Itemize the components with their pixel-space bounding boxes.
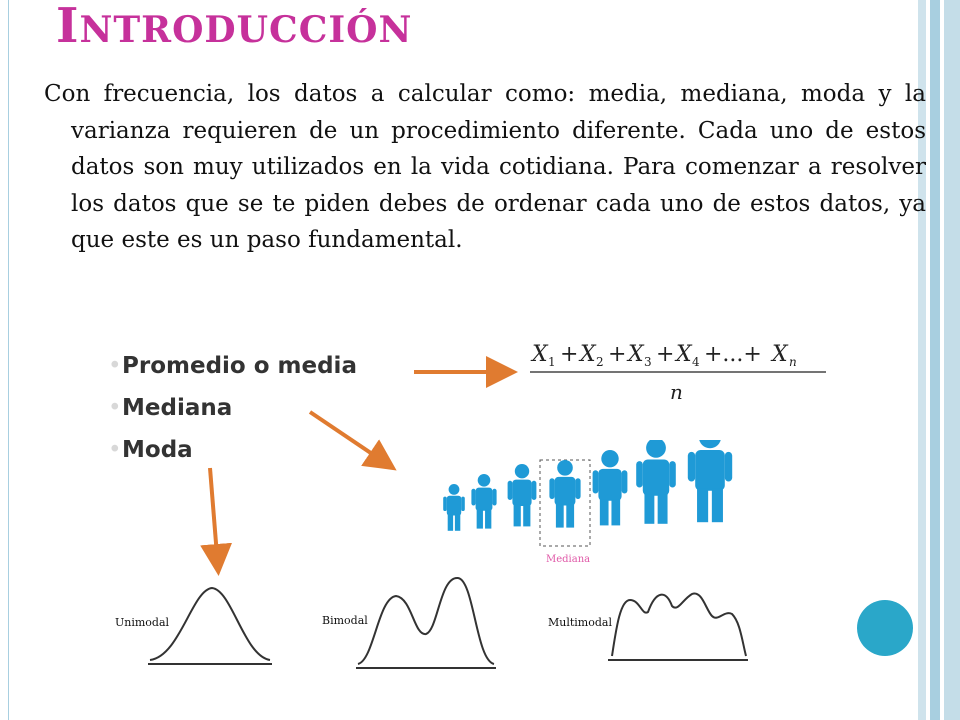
svg-text:n: n — [789, 355, 797, 369]
formula-denominator: n — [670, 380, 683, 404]
svg-text:+: + — [608, 342, 627, 367]
bullet-label: Promedio o media — [122, 353, 357, 379]
median-people-figure — [440, 440, 740, 570]
person-icon — [443, 484, 465, 531]
svg-text:X: X — [772, 342, 788, 367]
bimodal-curve — [322, 578, 496, 668]
multimodal-curve — [548, 593, 748, 660]
svg-text:2: 2 — [596, 355, 604, 369]
median-label: Mediana — [546, 554, 591, 565]
decor-circle — [857, 600, 913, 656]
svg-text:+: + — [560, 342, 579, 367]
multimodal-label: Multimodal — [548, 616, 612, 629]
person-icon — [508, 464, 537, 526]
bullet-dot-icon: • — [108, 353, 122, 379]
svg-text:+...+: +...+ — [704, 342, 762, 367]
title-initial: I — [56, 0, 80, 54]
bimodal-label: Bimodal — [322, 614, 368, 627]
unimodal-curve — [115, 588, 272, 664]
title-rest: NTRODUCCIÓN — [79, 9, 413, 51]
arrow-to-median — [310, 412, 390, 466]
svg-text:4: 4 — [692, 355, 700, 369]
distribution-curves — [100, 570, 780, 680]
person-icon — [593, 450, 628, 525]
arrow-to-mode — [210, 468, 218, 568]
intro-paragraph: Con frecuencia, los datos a calcular como: media, mediana, moda y la varianza requieren de un procedimiento diferente. Cada uno de estos datos son muy utilizados en la vida cotidiana. Para comenzar a resolver los datos que se te piden debes de ordenar cada uno de estos datos, ya que este es un paso fundamental. — [44, 81, 926, 253]
bullet-dot-icon: • — [108, 395, 122, 421]
svg-text:3: 3 — [644, 355, 652, 369]
svg-text:1: 1 — [548, 355, 556, 369]
svg-text:X: X — [532, 342, 548, 367]
svg-text:+: + — [656, 342, 675, 367]
person-icon — [549, 460, 580, 528]
svg-text:X: X — [628, 342, 644, 367]
svg-text:X: X — [676, 342, 692, 367]
svg-text:X: X — [580, 342, 596, 367]
bullet-dot-icon: • — [108, 437, 122, 463]
bullet-label: Moda — [122, 437, 193, 463]
unimodal-label: Unimodal — [115, 616, 170, 629]
person-icon — [688, 440, 732, 522]
person-icon — [636, 440, 676, 524]
bullet-label: Mediana — [122, 395, 233, 421]
person-icon — [471, 474, 496, 529]
